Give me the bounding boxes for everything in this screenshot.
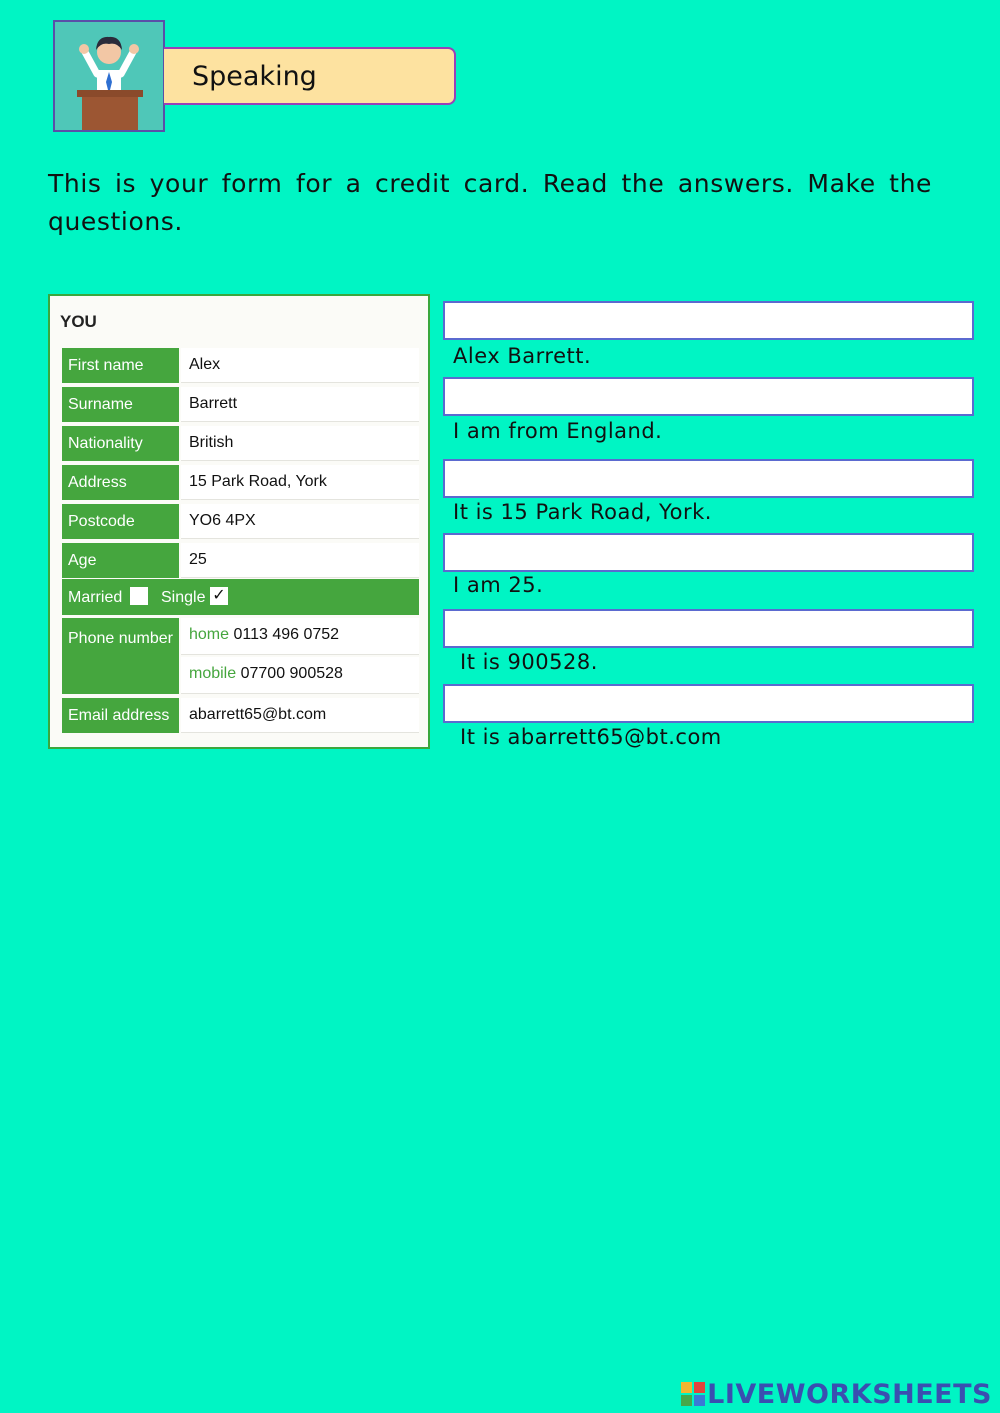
question-input-4[interactable] [443, 533, 974, 572]
answer-text-3: It is 15 Park Road, York. [453, 500, 712, 524]
postcode-value: YO6 4PX [181, 504, 419, 539]
first-name-value: Alex [181, 348, 419, 383]
single-checkbox-check-icon: ✓ [210, 587, 228, 605]
question-input-5[interactable] [443, 609, 974, 648]
question-input-1[interactable] [443, 301, 974, 340]
single-label: Single [161, 589, 206, 606]
mobile-phone-row [181, 657, 419, 694]
address-label: Address [62, 465, 179, 500]
married-label: Married [68, 589, 123, 606]
liveworksheets-logo-text: LIVEWORKSHEETS [707, 1378, 992, 1410]
instructions-text: This is your form for a credit card. Read the answers. Make the questions. [48, 169, 932, 236]
marital-status-row [62, 579, 419, 615]
age-label: Age [62, 543, 179, 578]
mobile-phone-label: mobile [189, 665, 237, 682]
nationality-label: Nationality [62, 426, 179, 461]
age-value: 25 [181, 543, 419, 578]
answer-text-2: I am from England. [453, 419, 663, 443]
form-heading: YOU [60, 312, 97, 331]
credit-card-form [48, 294, 430, 749]
home-phone-label: home [189, 626, 230, 643]
first-name-label: First name [62, 348, 179, 383]
phone-number-label: Phone number [62, 618, 179, 694]
email-label: Email address [62, 698, 179, 733]
email-value: abarrett65@bt.com [181, 698, 419, 733]
liveworksheets-logo-icon [681, 1382, 705, 1406]
answer-text-6: It is abarrett65@bt.com [460, 725, 722, 749]
postcode-label: Postcode [62, 504, 179, 539]
question-input-6[interactable] [443, 684, 974, 723]
address-value: 15 Park Road, York [181, 465, 419, 500]
answer-text-1: Alex Barrett. [453, 344, 592, 368]
question-input-2[interactable] [443, 377, 974, 416]
home-phone-value: 0113 496 0752 [233, 626, 340, 643]
surname-value: Barrett [181, 387, 419, 422]
married-checkbox [130, 587, 148, 605]
section-title: Speaking [164, 47, 456, 105]
mobile-phone-value: 07700 900528 [240, 665, 343, 682]
question-input-3[interactable] [443, 459, 974, 498]
speaker-icon [53, 20, 165, 132]
answer-text-4: I am 25. [453, 573, 544, 597]
answer-text-5: It is 900528. [460, 650, 598, 674]
nationality-value: British [181, 426, 419, 461]
liveworksheets-logo[interactable] [681, 1379, 992, 1409]
home-phone-row [181, 618, 419, 655]
surname-label: Surname [62, 387, 179, 422]
